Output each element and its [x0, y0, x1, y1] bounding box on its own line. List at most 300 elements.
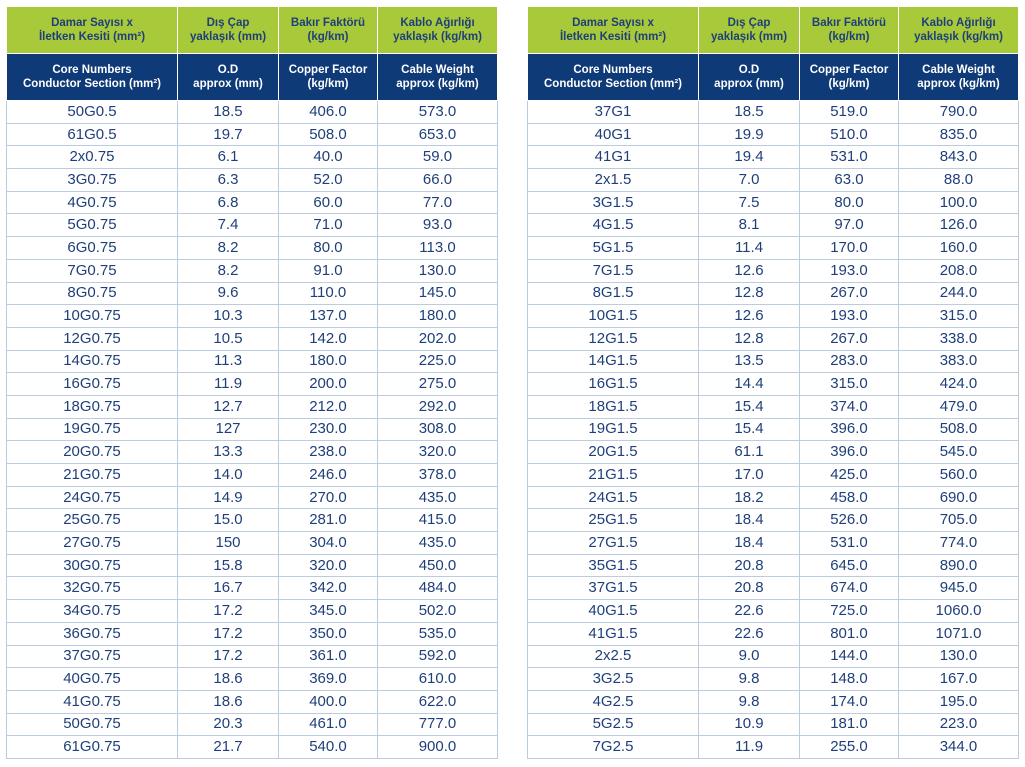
right-table-panel: [527, 6, 1019, 759]
table-row: [528, 123, 1019, 146]
table-row: [528, 101, 1019, 124]
table-row: [7, 532, 498, 555]
copper-factor-cell: 148.0: [800, 668, 899, 691]
table-row: [528, 441, 1019, 464]
core-section-cell: 40G1.5: [528, 600, 699, 623]
table-row: [528, 736, 1019, 759]
core-section-cell: 20G1.5: [528, 441, 699, 464]
od-cell: 20.3: [178, 713, 279, 736]
cable-weight-cell: 479.0: [899, 395, 1019, 418]
cable-weight-cell: 344.0: [899, 736, 1019, 759]
od-cell: 14.4: [699, 373, 800, 396]
od-cell: 8.2: [178, 237, 279, 260]
table-row: [528, 237, 1019, 260]
od-cell: 10.3: [178, 305, 279, 328]
table-row: [528, 464, 1019, 487]
copper-factor-cell: 97.0: [800, 214, 899, 237]
core-section-cell: 41G0.75: [7, 690, 178, 713]
header-od-en: O.D approx (mm): [699, 54, 800, 101]
cable-weight-cell: 1060.0: [899, 600, 1019, 623]
table-row: [7, 622, 498, 645]
od-cell: 15.8: [178, 554, 279, 577]
copper-factor-cell: 270.0: [279, 486, 378, 509]
table-row: [7, 668, 498, 691]
cable-weight-cell: 126.0: [899, 214, 1019, 237]
copper-factor-cell: 281.0: [279, 509, 378, 532]
cable-weight-cell: 592.0: [378, 645, 498, 668]
table-row: [7, 146, 498, 169]
od-cell: 7.5: [699, 191, 800, 214]
core-section-cell: 3G1.5: [528, 191, 699, 214]
core-section-cell: 50G0.75: [7, 713, 178, 736]
core-section-cell: 40G1: [528, 123, 699, 146]
core-section-cell: 32G0.75: [7, 577, 178, 600]
table-row: [7, 577, 498, 600]
od-cell: 18.5: [699, 101, 800, 124]
core-section-cell: 2x1.5: [528, 169, 699, 192]
copper-factor-cell: 91.0: [279, 259, 378, 282]
left-table-panel: [6, 6, 498, 759]
copper-factor-cell: 350.0: [279, 622, 378, 645]
copper-factor-cell: 645.0: [800, 554, 899, 577]
cable-weight-cell: 900.0: [378, 736, 498, 759]
header-core-numbers-en: Core Numbers Conductor Section (mm²): [7, 54, 178, 101]
core-section-cell: 61G0.5: [7, 123, 178, 146]
copper-factor-cell: 361.0: [279, 645, 378, 668]
header-od-tr: Dış Çap yaklaşık (mm): [178, 7, 279, 54]
copper-factor-cell: 540.0: [279, 736, 378, 759]
table-row: [7, 600, 498, 623]
copper-factor-cell: 80.0: [800, 191, 899, 214]
core-section-cell: 50G0.5: [7, 101, 178, 124]
cable-weight-cell: 610.0: [378, 668, 498, 691]
od-cell: 18.6: [178, 690, 279, 713]
copper-factor-cell: 255.0: [800, 736, 899, 759]
cable-weight-cell: 690.0: [899, 486, 1019, 509]
header-row-english: [7, 54, 498, 101]
od-cell: 16.7: [178, 577, 279, 600]
table-row: [7, 464, 498, 487]
od-cell: 17.0: [699, 464, 800, 487]
od-cell: 7.4: [178, 214, 279, 237]
copper-factor-cell: 461.0: [279, 713, 378, 736]
copper-factor-cell: 200.0: [279, 373, 378, 396]
table-row: [7, 736, 498, 759]
cable-weight-cell: 59.0: [378, 146, 498, 169]
core-section-cell: 41G1.5: [528, 622, 699, 645]
core-section-cell: 25G1.5: [528, 509, 699, 532]
cable-weight-cell: 160.0: [899, 237, 1019, 260]
core-section-cell: 61G0.75: [7, 736, 178, 759]
od-cell: 12.6: [699, 305, 800, 328]
core-section-cell: 10G1.5: [528, 305, 699, 328]
core-section-cell: 36G0.75: [7, 622, 178, 645]
cable-weight-cell: 225.0: [378, 350, 498, 373]
od-cell: 18.4: [699, 532, 800, 555]
core-section-cell: 20G0.75: [7, 441, 178, 464]
header-row-english: [528, 54, 1019, 101]
cable-weight-cell: 508.0: [899, 418, 1019, 441]
cable-weight-cell: 415.0: [378, 509, 498, 532]
cable-weight-cell: 130.0: [378, 259, 498, 282]
copper-factor-cell: 137.0: [279, 305, 378, 328]
cable-weight-cell: 573.0: [378, 101, 498, 124]
cable-weight-cell: 338.0: [899, 327, 1019, 350]
copper-factor-cell: 71.0: [279, 214, 378, 237]
core-section-cell: 6G0.75: [7, 237, 178, 260]
table-row: [528, 713, 1019, 736]
od-cell: 14.0: [178, 464, 279, 487]
copper-factor-cell: 508.0: [279, 123, 378, 146]
copper-factor-cell: 320.0: [279, 554, 378, 577]
od-cell: 22.6: [699, 600, 800, 623]
od-cell: 12.8: [699, 327, 800, 350]
table-row: [528, 532, 1019, 555]
od-cell: 15.0: [178, 509, 279, 532]
table-row: [7, 690, 498, 713]
copper-factor-cell: 212.0: [279, 395, 378, 418]
od-cell: 6.3: [178, 169, 279, 192]
cable-weight-cell: 130.0: [899, 645, 1019, 668]
od-cell: 18.5: [178, 101, 279, 124]
core-section-cell: 25G0.75: [7, 509, 178, 532]
od-cell: 19.9: [699, 123, 800, 146]
header-core-numbers-tr: Damar Sayısı x İletken Kesiti (mm²): [528, 7, 699, 54]
table-row: [7, 418, 498, 441]
copper-factor-cell: 725.0: [800, 600, 899, 623]
od-cell: 14.9: [178, 486, 279, 509]
od-cell: 8.2: [178, 259, 279, 282]
cable-weight-cell: 1071.0: [899, 622, 1019, 645]
table-row: [528, 373, 1019, 396]
copper-factor-cell: 180.0: [279, 350, 378, 373]
table-body-right: [528, 101, 1019, 759]
table-row: [528, 169, 1019, 192]
core-section-cell: 24G0.75: [7, 486, 178, 509]
cable-weight-cell: 777.0: [378, 713, 498, 736]
od-cell: 7.0: [699, 169, 800, 192]
table-row: [7, 123, 498, 146]
table-row: [528, 395, 1019, 418]
od-cell: 21.7: [178, 736, 279, 759]
cable-weight-cell: 202.0: [378, 327, 498, 350]
copper-factor-cell: 60.0: [279, 191, 378, 214]
cable-spec-table-right: [527, 6, 1019, 759]
cable-weight-cell: 208.0: [899, 259, 1019, 282]
table-row: [7, 214, 498, 237]
table-row: [528, 690, 1019, 713]
core-section-cell: 4G1.5: [528, 214, 699, 237]
copper-factor-cell: 406.0: [279, 101, 378, 124]
cable-weight-cell: 424.0: [899, 373, 1019, 396]
table-row: [7, 395, 498, 418]
header-od-en: O.D approx (mm): [178, 54, 279, 101]
copper-factor-cell: 63.0: [800, 169, 899, 192]
copper-factor-cell: 174.0: [800, 690, 899, 713]
od-cell: 18.2: [699, 486, 800, 509]
cable-weight-cell: 113.0: [378, 237, 498, 260]
core-section-cell: 37G1: [528, 101, 699, 124]
core-section-cell: 35G1.5: [528, 554, 699, 577]
od-cell: 12.7: [178, 395, 279, 418]
cable-weight-cell: 244.0: [899, 282, 1019, 305]
copper-factor-cell: 283.0: [800, 350, 899, 373]
cable-weight-cell: 484.0: [378, 577, 498, 600]
cable-weight-cell: 774.0: [899, 532, 1019, 555]
copper-factor-cell: 369.0: [279, 668, 378, 691]
copper-factor-cell: 531.0: [800, 146, 899, 169]
copper-factor-cell: 396.0: [800, 441, 899, 464]
cable-weight-cell: 435.0: [378, 486, 498, 509]
od-cell: 22.6: [699, 622, 800, 645]
cable-weight-cell: 308.0: [378, 418, 498, 441]
copper-factor-cell: 400.0: [279, 690, 378, 713]
table-row: [7, 350, 498, 373]
core-section-cell: 7G2.5: [528, 736, 699, 759]
od-cell: 127: [178, 418, 279, 441]
header-copper-factor-tr: Bakır Faktörü (kg/km): [279, 7, 378, 54]
cable-weight-cell: 100.0: [899, 191, 1019, 214]
core-section-cell: 27G0.75: [7, 532, 178, 555]
copper-factor-cell: 193.0: [800, 305, 899, 328]
core-section-cell: 5G1.5: [528, 237, 699, 260]
cable-weight-cell: 292.0: [378, 395, 498, 418]
copper-factor-cell: 142.0: [279, 327, 378, 350]
table-row: [7, 373, 498, 396]
cable-spec-table-left: [6, 6, 498, 759]
cable-weight-cell: 66.0: [378, 169, 498, 192]
copper-factor-cell: 52.0: [279, 169, 378, 192]
copper-factor-cell: 193.0: [800, 259, 899, 282]
core-section-cell: 2x2.5: [528, 645, 699, 668]
od-cell: 18.4: [699, 509, 800, 532]
core-section-cell: 3G0.75: [7, 169, 178, 192]
table-row: [528, 645, 1019, 668]
cable-weight-cell: 223.0: [899, 713, 1019, 736]
od-cell: 20.8: [699, 554, 800, 577]
core-section-cell: 34G0.75: [7, 600, 178, 623]
header-cable-weight-tr: Kablo Ağırlığı yaklaşık (kg/km): [378, 7, 498, 54]
od-cell: 11.9: [699, 736, 800, 759]
table-row: [7, 486, 498, 509]
header-cable-weight-en: Cable Weight approx (kg/km): [378, 54, 498, 101]
copper-factor-cell: 396.0: [800, 418, 899, 441]
cable-weight-cell: 560.0: [899, 464, 1019, 487]
od-cell: 6.1: [178, 146, 279, 169]
cable-weight-cell: 195.0: [899, 690, 1019, 713]
core-section-cell: 2x0.75: [7, 146, 178, 169]
copper-factor-cell: 458.0: [800, 486, 899, 509]
cable-weight-cell: 843.0: [899, 146, 1019, 169]
copper-factor-cell: 674.0: [800, 577, 899, 600]
header-core-numbers-tr: Damar Sayısı x İletken Kesiti (mm²): [7, 7, 178, 54]
copper-factor-cell: 801.0: [800, 622, 899, 645]
cable-weight-cell: 890.0: [899, 554, 1019, 577]
cable-weight-cell: 653.0: [378, 123, 498, 146]
core-section-cell: 8G1.5: [528, 282, 699, 305]
copper-factor-cell: 267.0: [800, 327, 899, 350]
cable-weight-cell: 622.0: [378, 690, 498, 713]
cable-weight-cell: 545.0: [899, 441, 1019, 464]
header-od-tr: Dış Çap yaklaşık (mm): [699, 7, 800, 54]
table-row: [7, 305, 498, 328]
table-row: [7, 282, 498, 305]
table-body-left: [7, 101, 498, 759]
od-cell: 20.8: [699, 577, 800, 600]
od-cell: 9.0: [699, 645, 800, 668]
copper-factor-cell: 80.0: [279, 237, 378, 260]
core-section-cell: 4G0.75: [7, 191, 178, 214]
od-cell: 15.4: [699, 395, 800, 418]
table-row: [528, 214, 1019, 237]
copper-factor-cell: 510.0: [800, 123, 899, 146]
core-section-cell: 18G1.5: [528, 395, 699, 418]
table-row: [528, 350, 1019, 373]
table-row: [7, 169, 498, 192]
od-cell: 150: [178, 532, 279, 555]
cable-weight-cell: 535.0: [378, 622, 498, 645]
header-copper-factor-en: Copper Factor (kg/km): [279, 54, 378, 101]
core-section-cell: 14G0.75: [7, 350, 178, 373]
core-section-cell: 37G0.75: [7, 645, 178, 668]
core-section-cell: 21G1.5: [528, 464, 699, 487]
od-cell: 18.6: [178, 668, 279, 691]
od-cell: 9.8: [699, 690, 800, 713]
table-row: [528, 418, 1019, 441]
table-row: [528, 146, 1019, 169]
core-section-cell: 30G0.75: [7, 554, 178, 577]
table-row: [528, 191, 1019, 214]
table-row: [528, 486, 1019, 509]
copper-factor-cell: 526.0: [800, 509, 899, 532]
table-row: [7, 101, 498, 124]
core-section-cell: 19G1.5: [528, 418, 699, 441]
table-row: [528, 282, 1019, 305]
copper-factor-cell: 304.0: [279, 532, 378, 555]
cable-weight-cell: 705.0: [899, 509, 1019, 532]
core-section-cell: 21G0.75: [7, 464, 178, 487]
od-cell: 12.8: [699, 282, 800, 305]
core-section-cell: 7G0.75: [7, 259, 178, 282]
cable-weight-cell: 77.0: [378, 191, 498, 214]
cable-weight-cell: 145.0: [378, 282, 498, 305]
header-row-turkish: [528, 7, 1019, 54]
core-section-cell: 16G0.75: [7, 373, 178, 396]
od-cell: 11.4: [699, 237, 800, 260]
od-cell: 9.8: [699, 668, 800, 691]
od-cell: 6.8: [178, 191, 279, 214]
cable-weight-cell: 383.0: [899, 350, 1019, 373]
header-copper-factor-en: Copper Factor (kg/km): [800, 54, 899, 101]
copper-factor-cell: 230.0: [279, 418, 378, 441]
table-row: [528, 554, 1019, 577]
od-cell: 11.3: [178, 350, 279, 373]
copper-factor-cell: 170.0: [800, 237, 899, 260]
od-cell: 15.4: [699, 418, 800, 441]
copper-factor-cell: 181.0: [800, 713, 899, 736]
core-section-cell: 4G2.5: [528, 690, 699, 713]
cable-weight-cell: 945.0: [899, 577, 1019, 600]
copper-factor-cell: 315.0: [800, 373, 899, 396]
copper-factor-cell: 374.0: [800, 395, 899, 418]
copper-factor-cell: 110.0: [279, 282, 378, 305]
copper-factor-cell: 425.0: [800, 464, 899, 487]
table-row: [7, 327, 498, 350]
core-section-cell: 12G0.75: [7, 327, 178, 350]
header-row-turkish: [7, 7, 498, 54]
table-row: [528, 600, 1019, 623]
copper-factor-cell: 40.0: [279, 146, 378, 169]
cable-weight-cell: 378.0: [378, 464, 498, 487]
core-section-cell: 5G2.5: [528, 713, 699, 736]
od-cell: 8.1: [699, 214, 800, 237]
cable-weight-cell: 167.0: [899, 668, 1019, 691]
od-cell: 10.5: [178, 327, 279, 350]
table-row: [7, 237, 498, 260]
table-row: [7, 441, 498, 464]
table-row: [7, 509, 498, 532]
copper-factor-cell: 531.0: [800, 532, 899, 555]
od-cell: 19.4: [699, 146, 800, 169]
core-section-cell: 10G0.75: [7, 305, 178, 328]
table-row: [528, 509, 1019, 532]
od-cell: 13.3: [178, 441, 279, 464]
cable-weight-cell: 502.0: [378, 600, 498, 623]
copper-factor-cell: 342.0: [279, 577, 378, 600]
table-row: [7, 191, 498, 214]
core-section-cell: 16G1.5: [528, 373, 699, 396]
table-row: [7, 645, 498, 668]
cable-weight-cell: 320.0: [378, 441, 498, 464]
cable-weight-cell: 315.0: [899, 305, 1019, 328]
copper-factor-cell: 267.0: [800, 282, 899, 305]
copper-factor-cell: 246.0: [279, 464, 378, 487]
od-cell: 19.7: [178, 123, 279, 146]
table-row: [528, 305, 1019, 328]
core-section-cell: 40G0.75: [7, 668, 178, 691]
od-cell: 17.2: [178, 622, 279, 645]
cable-weight-cell: 275.0: [378, 373, 498, 396]
cable-weight-cell: 450.0: [378, 554, 498, 577]
core-section-cell: 12G1.5: [528, 327, 699, 350]
table-row: [528, 327, 1019, 350]
od-cell: 17.2: [178, 600, 279, 623]
copper-factor-cell: 345.0: [279, 600, 378, 623]
copper-factor-cell: 238.0: [279, 441, 378, 464]
core-section-cell: 27G1.5: [528, 532, 699, 555]
header-cable-weight-tr: Kablo Ağırlığı yaklaşık (kg/km): [899, 7, 1019, 54]
od-cell: 10.9: [699, 713, 800, 736]
cable-weight-cell: 790.0: [899, 101, 1019, 124]
cable-weight-cell: 88.0: [899, 169, 1019, 192]
od-cell: 9.6: [178, 282, 279, 305]
table-row: [7, 713, 498, 736]
core-section-cell: 5G0.75: [7, 214, 178, 237]
core-section-cell: 7G1.5: [528, 259, 699, 282]
od-cell: 61.1: [699, 441, 800, 464]
core-section-cell: 8G0.75: [7, 282, 178, 305]
header-copper-factor-tr: Bakır Faktörü (kg/km): [800, 7, 899, 54]
od-cell: 11.9: [178, 373, 279, 396]
header-core-numbers-en: Core Numbers Conductor Section (mm²): [528, 54, 699, 101]
core-section-cell: 37G1.5: [528, 577, 699, 600]
core-section-cell: 18G0.75: [7, 395, 178, 418]
table-row: [7, 259, 498, 282]
table-row: [528, 259, 1019, 282]
core-section-cell: 41G1: [528, 146, 699, 169]
core-section-cell: 24G1.5: [528, 486, 699, 509]
table-row: [528, 668, 1019, 691]
